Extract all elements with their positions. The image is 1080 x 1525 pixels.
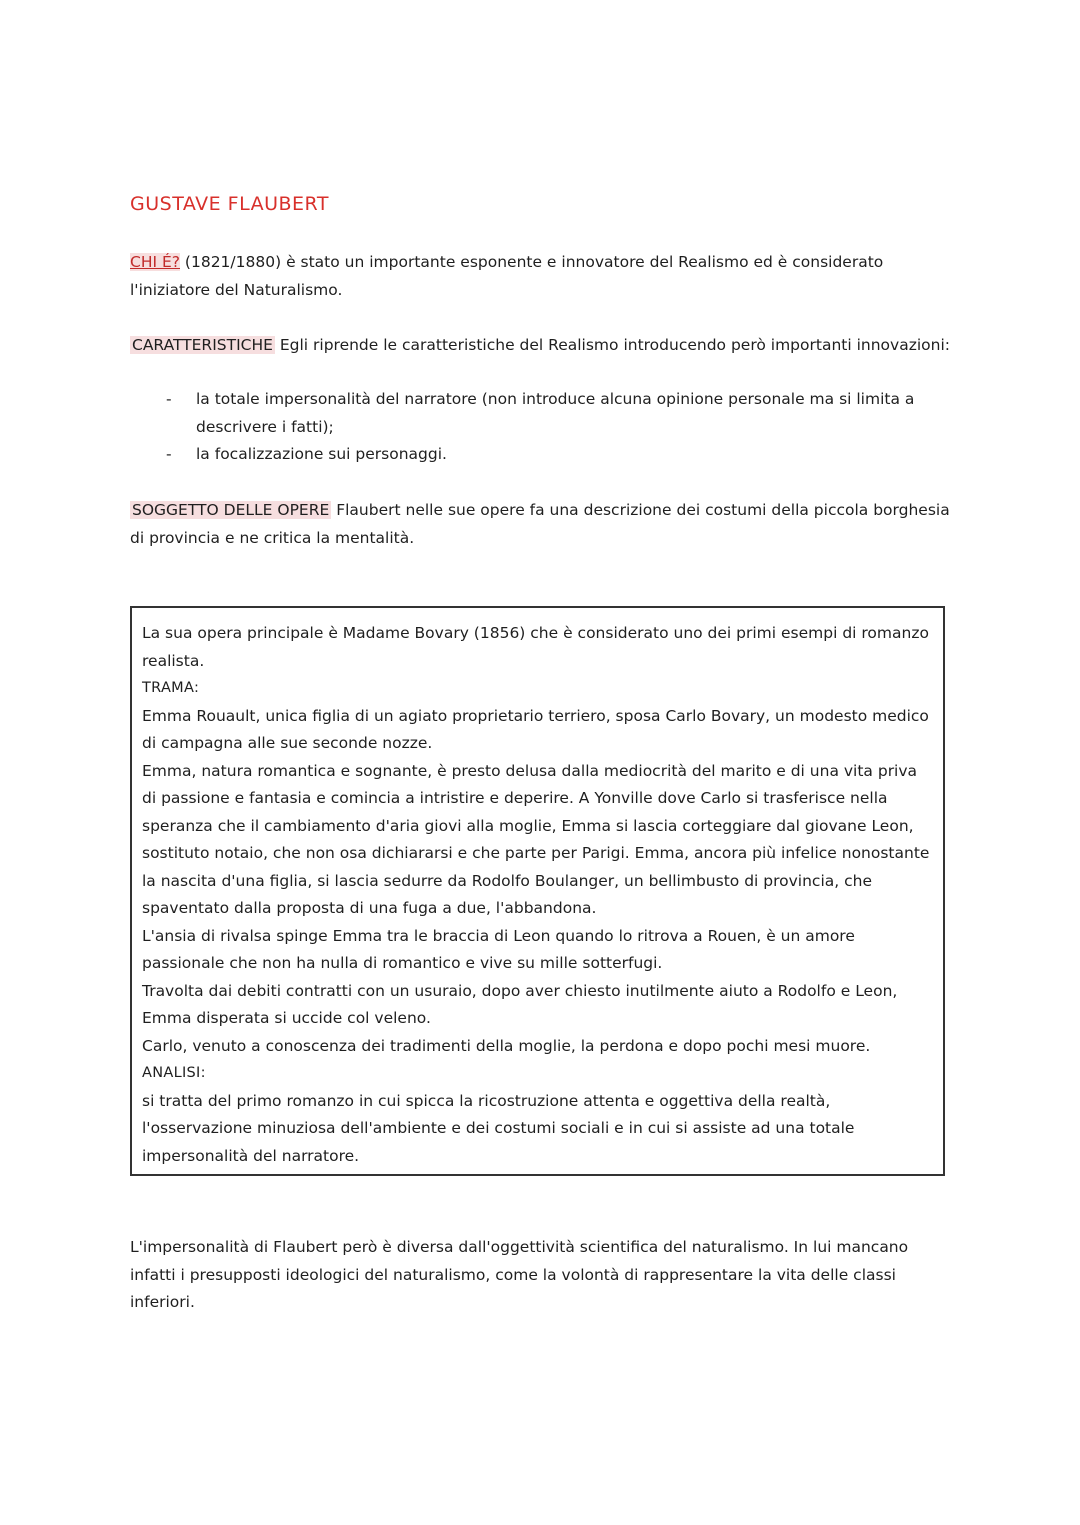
chi-e-label: CHI É? [130, 253, 180, 271]
madame-bovary-box [130, 606, 945, 1176]
trama-paragraph: Travolta dai debiti contratti con un usuraio, dopo aver chiesto inutilmente aiuto a Rodolfo e Leon, Emma disperata si uccide col veleno. [142, 981, 898, 1027]
list-item: - la totale impersonalità del narratore (non introduce alcuna opinione personale ma si limita a descrivere i fatti); [160, 386, 950, 441]
trama-paragraph: L'ansia di rivalsa spinge Emma tra le braccia di Leon quando lo ritrova a Rouen, è un amore passionale che non ha nulla di romantico e vive su mille sotterfugi. [142, 926, 855, 972]
soggetto-label: SOGGETTO DELLE OPERE [132, 501, 330, 519]
trama-paragraph: Emma Rouault, unica figlia di un agiato proprietario terriero, sposa Carlo Bovary, un modesto medico di campagna alle sue seconde nozze. [142, 706, 929, 752]
caratteristiche-paragraph [130, 332, 950, 360]
trama-paragraph: Emma, natura romantica e sognante, è presto delusa dalla mediocrità del marito e di una vita priva di passione e fantasia e comincia a intristire e deperire. A Yonville dove Carlo si trasferisce nella speranza che il cambiamento d'aria giovi alla moglie, Emma si lascia corteggiare dal giovane Leon, sostituto notaio, che non osa dichiararsi e che parte per Parigi. Emma, ancora più infelice nonostante la nascita d'una figlia, si lascia sedurre da Rodolfo Boulanger, un bellimbusto di provincia, che spaventato dalla proposta di una fuga a due, l'abbandona. [142, 761, 930, 917]
page-title: GUSTAVE FLAUBERT [130, 193, 329, 215]
chi-e-text: (1821/1880) è stato un importante esponente e innovatore del Realismo ed è considerato l'iniziatore del Naturalismo. [130, 253, 884, 299]
soggetto-text: Flaubert nelle sue opere fa una descrizione dei costumi della piccola borghesia di provincia e ne critica la mentalità. [130, 501, 950, 547]
trama-paragraph: Carlo, venuto a conoscenza dei tradimenti della moglie, la perdona e dopo pochi mesi muore. [142, 1036, 871, 1055]
trama-heading: TRAMA: [142, 680, 200, 696]
caratteristiche-label: CARATTERISTICHE [132, 336, 273, 354]
analisi-heading: ANALISI: [142, 1065, 206, 1081]
chi-e-paragraph [130, 249, 950, 304]
caratteristiche-list [160, 386, 950, 469]
soggetto-paragraph [130, 497, 950, 552]
list-item: - la focalizzazione sui personaggi. [160, 441, 950, 469]
closing-paragraph: L'impersonalità di Flaubert però è diversa dall'oggettività scientifica del naturalismo. In lui mancano infatti i presupposti ideologici del naturalismo, come la volontà di rappresentare la vita delle classi inferiori. [130, 1238, 909, 1311]
box-intro: La sua opera principale è Madame Bovary (1856) che è considerato uno dei primi esempi di romanzo realista. [142, 624, 929, 670]
analisi-paragraph: si tratta del primo romanzo in cui spicca la ricostruzione attenta e oggettiva della realtà, l'osservazione minuziosa dell'ambiente e dei costumi sociali e in cui si assiste ad una totale impersonalità del narratore. [142, 1091, 855, 1165]
caratteristiche-text: Egli riprende le caratteristiche del Realismo introducendo però importanti innovazioni: [274, 336, 950, 354]
